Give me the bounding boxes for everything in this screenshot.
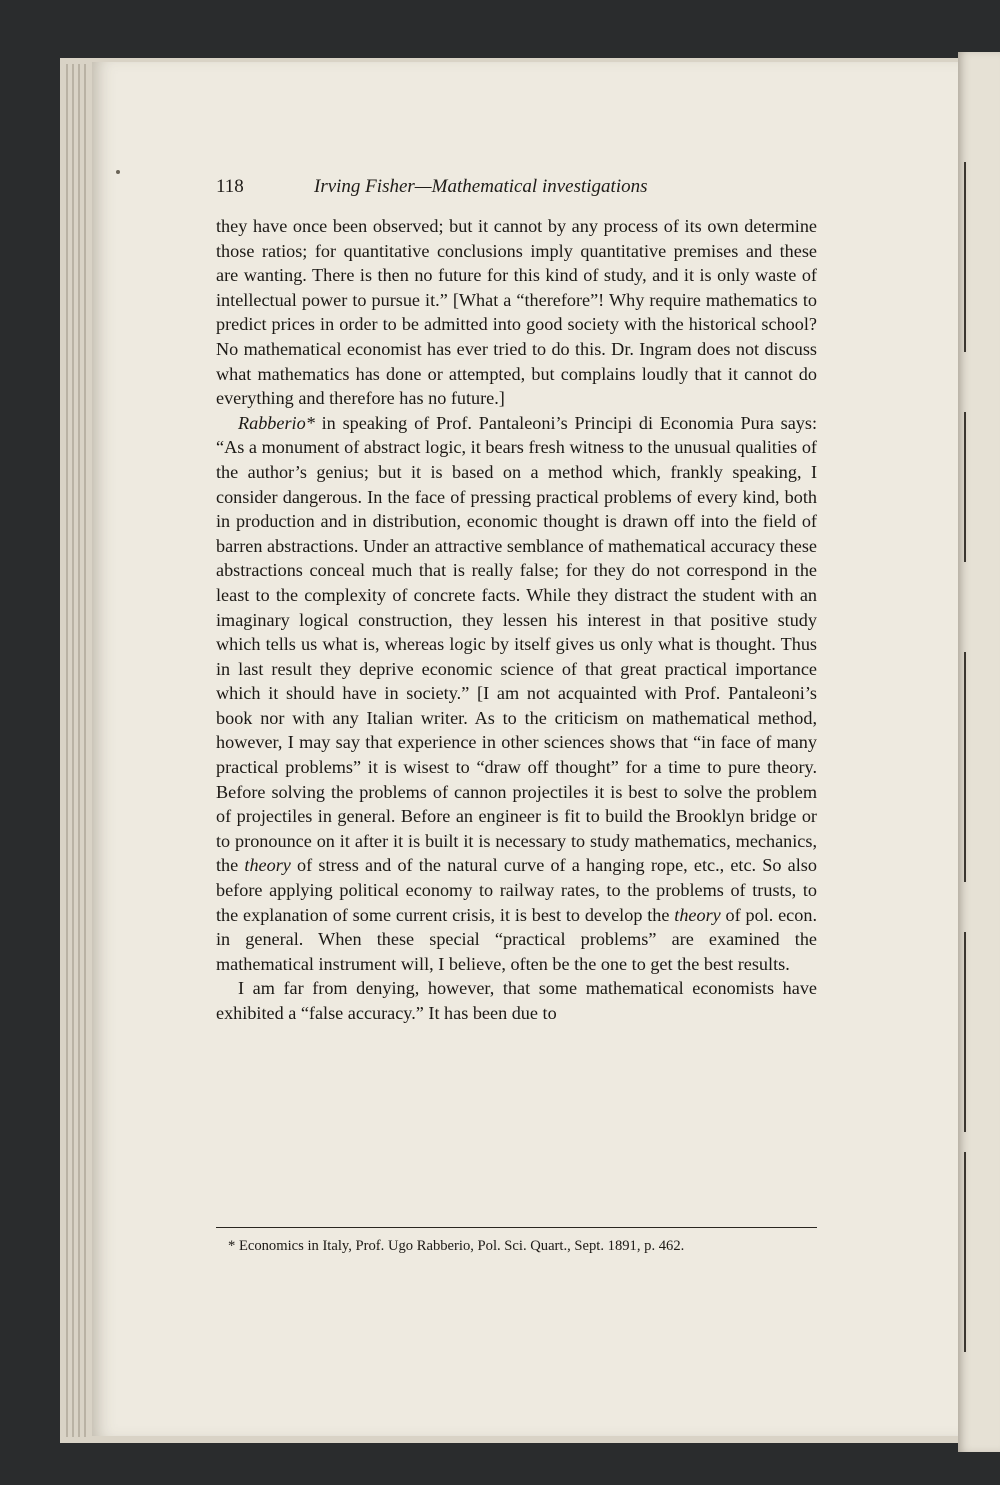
page-header bbox=[216, 172, 816, 202]
paragraph-2-part-a: in speaking of Prof. Pantaleoni’s Principi di Economia Pura says: “As a monument of abstract logic, it bears fresh witness to the unusual qualities of the author’s genius; but it is based on a method which, frankly speaking, I consider dangerous. In the face of pressing practical problems of every kind, both in production and in distribution, economic thought is drawn off into the field of barren abstractions. Under an attractive semblance of mathematical accuracy these abstractions conceal much that is really false; for they do not correspond in the least to the complexity of concrete facts. While they distract the student with an imaginary logical construction, they lessen his interest in that positive study which tells us what is, whereas logic by itself gives us only what is thought. Thus in last result they deprive economic science of that great practical importance which it should have in society.” [I am not acquainted with Prof. Pantaleoni’s book nor with any Italian writer. As to the criticism on mathematical method, however, I may say that experience in other sciences shows that “in face of many practical problems” it is wisest to “draw off thought” for a time to pure theory. Before solving the problems of cannon projectiles it is best to solve the problem of projectiles in general. Before an engineer is fit to build the Brooklyn bridge or to pronounce on it after it is built it is necessary to study mathematics, mechanics, the bbox=[216, 412, 817, 876]
footnote: * Economics in Italy, Prof. Ugo Rabberio, Pol. Sci. Quart., Sept. 1891, p. 462. bbox=[228, 1238, 685, 1254]
author-name: Rabberio* bbox=[238, 412, 315, 433]
paragraph-2-part-b: of stress and of the natural curve of a hanging rope, etc., etc. So also before applying political economy to railway rates, to the problems of trusts, to the explanation of some current crisis, it is best to develop the bbox=[216, 855, 817, 925]
paragraph-3: I am far from denying, however, that some mathematical economists have exhibited a “false accuracy.” It has been due to bbox=[216, 978, 817, 1023]
paragraph-2-part-c: of pol. econ. in general. When these special “practical problems” are examined the mathematical instrument will, I believe, often be the one to get the best results. bbox=[216, 904, 817, 974]
page-number: 118 bbox=[216, 176, 244, 197]
theory-emphasis-2: theory bbox=[674, 904, 721, 925]
right-page-edge bbox=[958, 52, 1000, 1452]
paragraph-1: they have once been observed; but it cannot by any process of its own determine those ratios; for quantitative conclusions imply quantitative premises and these are wanting. There is then no future for this kind of study, and it is only waste of intellectual power to pursue it.” [What a “therefore”! Why require mathematics to predict prices in order to be admitted into good society with the historical school? No mathematical economist has ever tried to do this. Dr. Ingram does not discuss what mathematics has done or attempted, but complains loudly that it cannot do everything and therefore has no future.] bbox=[216, 216, 817, 409]
running-head: Irving Fisher—Mathematical investigations bbox=[314, 176, 648, 197]
theory-emphasis-1: theory bbox=[244, 855, 291, 876]
margin-speck bbox=[116, 170, 120, 174]
paragraph-2 bbox=[216, 411, 817, 977]
footnote-rule bbox=[216, 1227, 817, 1228]
body-text bbox=[216, 214, 817, 1026]
